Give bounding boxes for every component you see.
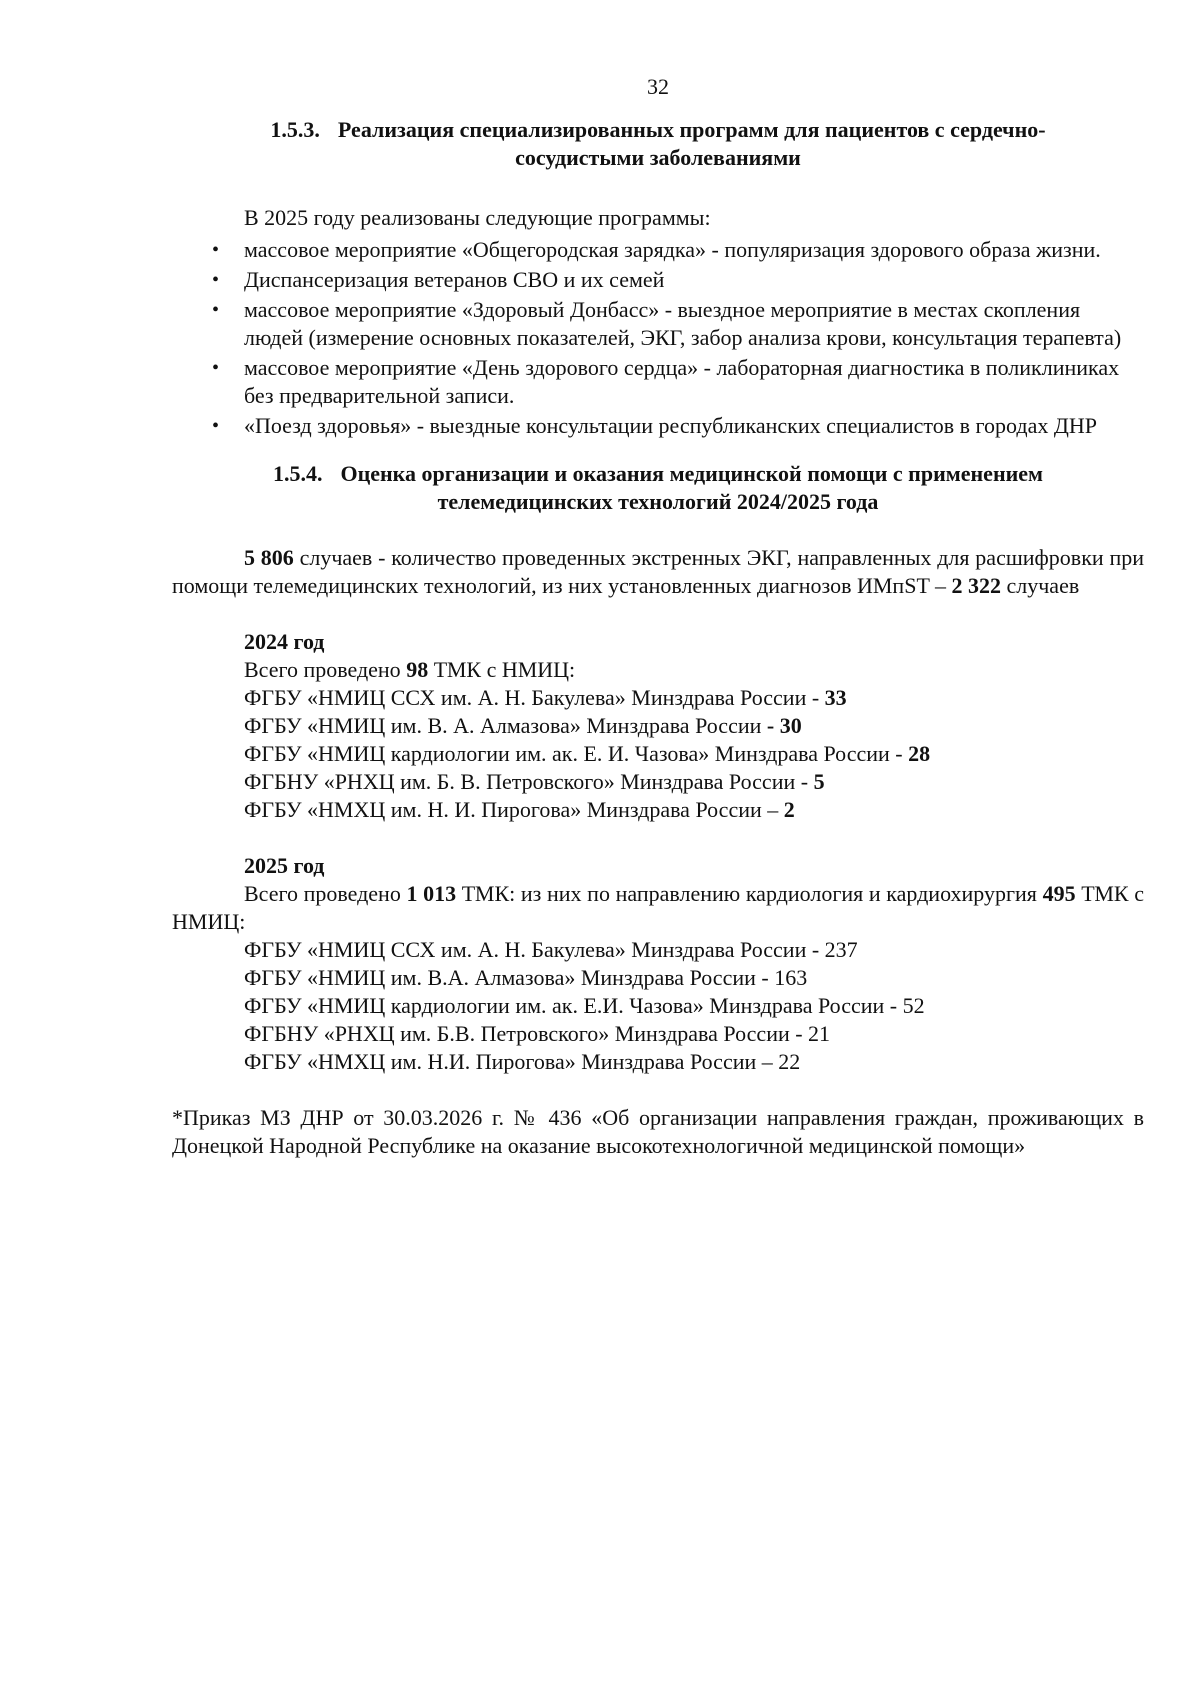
consultation-row: ФГБУ «НМИЦ ССХ им. А. Н. Бакулева» Минздрава России - 33 (244, 685, 847, 710)
year-total: Всего проведено 1 013 ТМК: из них по направлению кардиология и кардиохирургия 495 ТМК с НМИЦ: (172, 881, 1145, 934)
section-heading-1-5-3 (172, 116, 1144, 172)
list-item: • массовое мероприятие «Здоровый Донбасс» - выездное мероприятие в местах скопления людей (измерение основных показателей, ЭКГ, забор анализа крови, консультация терапевта) (212, 297, 1122, 350)
footnote: *Приказ МЗ ДНР от 30.03.2026 г. № 436 «Об организации направления граждан, проживающих в Донецкой Народной Республике на оказание высокотехнологичной медицинской помощи» (172, 1105, 1144, 1158)
programs-list (172, 236, 1144, 440)
consultation-row: ФГБУ «НМИЦ ССХ им. А. Н. Бакулева» Минздрава России - 237 (244, 937, 858, 962)
year-2025-block (172, 852, 1144, 1076)
list-item: • Диспансеризация ветеранов СВО и их семей (212, 267, 665, 292)
document-body (172, 116, 1144, 1160)
consultation-row: ФГБУ «НМХЦ им. Н.И. Пирогова» Минздрава России – 22 (244, 1049, 801, 1074)
year-title: 2025 год (244, 853, 325, 878)
bullet-icon: • (212, 299, 220, 321)
list-item: • массовое мероприятие «День здорового сердца» - лабораторная диагностика в поликлиниках без предварительной записи. (212, 355, 1120, 408)
section-title: Оценка организации и оказания медицинской помощи с применением телемедицинских технологий 2024/2025 года (340, 461, 1044, 514)
section-number: 1.5.4. (272, 461, 323, 486)
section-title: Реализация специализированных программ для пациентов с сердечно-сосудистыми заболеваниями (337, 117, 1046, 170)
year-2024-block (172, 628, 1144, 824)
stemi-count: 2 322 (951, 573, 1001, 598)
year-total: Всего проведено 98 ТМК с НМИЦ: (244, 657, 576, 682)
consultation-row: ФГБУ «НМХЦ им. Н. И. Пирогова» Минздрава России – 2 (244, 797, 795, 822)
bullet-icon: • (212, 269, 220, 291)
consultation-row: ФГБУ «НМИЦ кардиологии им. ак. Е. И. Чазова» Минздрава России - 28 (244, 741, 931, 766)
bullet-icon: • (212, 357, 220, 379)
consultation-row: ФГБУ «НМИЦ кардиологии им. ак. Е.И. Чазова» Минздрава России - 52 (244, 993, 925, 1018)
page-number: 32 (647, 74, 669, 99)
section-heading-1-5-4 (172, 460, 1144, 516)
consultation-row: ФГБНУ «РНХЦ им. Б.В. Петровского» Минздрава России - 21 (244, 1021, 831, 1046)
list-item: • массовое мероприятие «Общегородская зарядка» - популяризация здорового образа жизни. (212, 237, 1101, 262)
list-item: • «Поезд здоровья» - выездные консультации республиканских специалистов в городах ДНР (212, 413, 1097, 438)
consultation-row: ФГБУ «НМИЦ им. В.А. Алмазова» Минздрава России - 163 (244, 965, 808, 990)
ecg-statistics: 5 806 случаев - количество проведенных экстренных ЭКГ, направленных для расшифровки при помощи телемедицинских технологий, из них установленных диагнозов ИМпST – 2 322 случаев (172, 545, 1144, 598)
consultation-row: ФГБНУ «РНХЦ им. Б. В. Петровского» Минздрава России - 5 (244, 769, 825, 794)
programs-intro: В 2025 году реализованы следующие программы: (244, 205, 711, 230)
section-number: 1.5.3. (270, 117, 320, 142)
year-title: 2024 год (244, 629, 325, 654)
ecg-count: 5 806 (244, 545, 294, 570)
consultation-row: ФГБУ «НМИЦ им. В. А. Алмазова» Минздрава России - 30 (244, 713, 802, 738)
bullet-icon: • (212, 415, 220, 437)
bullet-icon: • (212, 239, 220, 261)
